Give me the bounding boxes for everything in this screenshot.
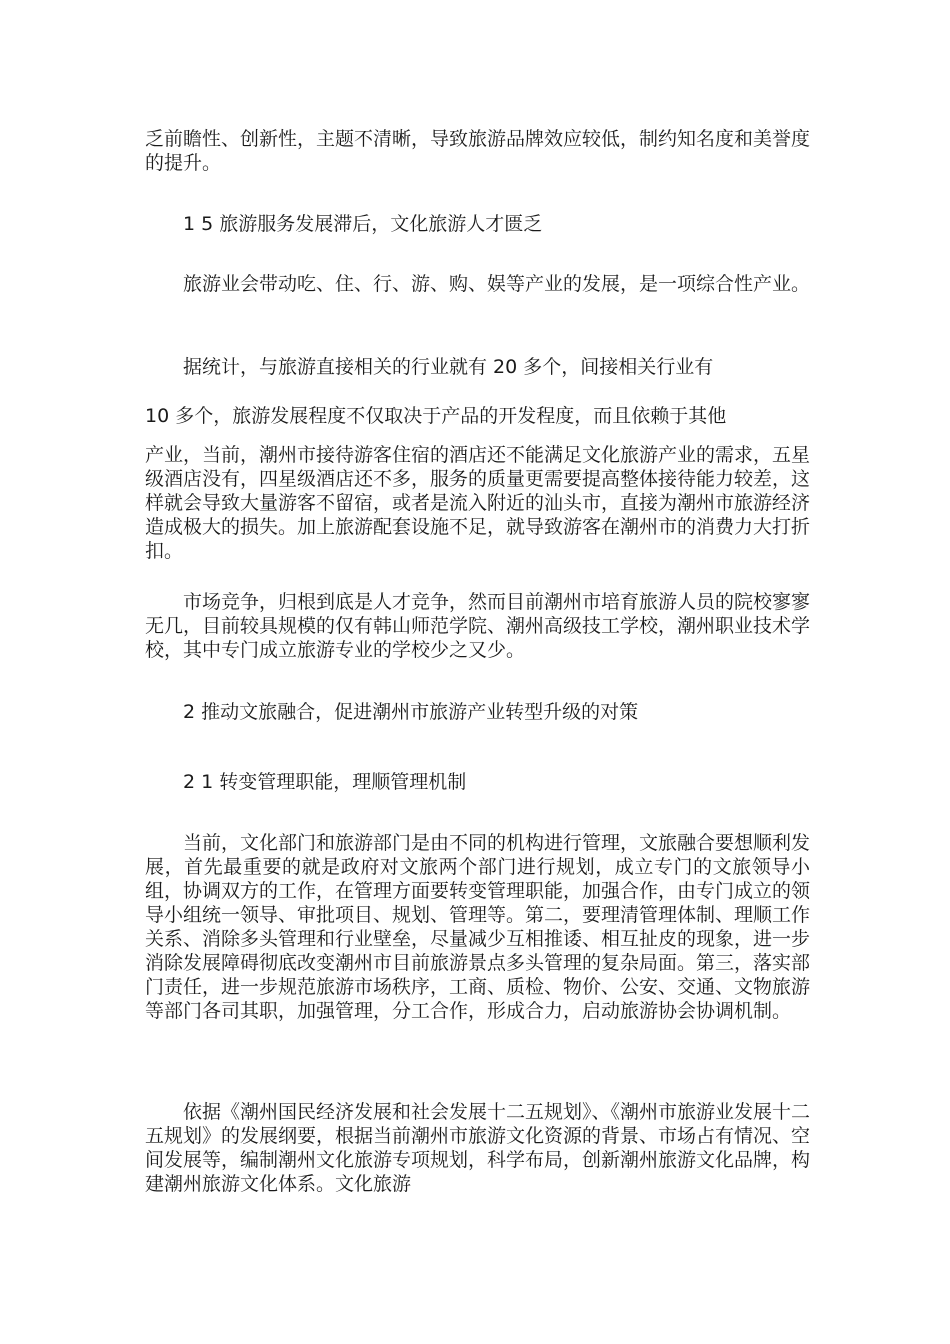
paragraph-management-reform: 当前，文化部门和旅游部门是由不同的机构进行管理，文旅融合要想顺利发展，首先最重要的就是政府对文旅两个部门进行规划，成立专门的文旅领导小组，协调双方的工作，在管理方面要转变管理职能，加强合作，由专门成立的领导小组统一领导、审批项目、规划、管理等。第二，要理清管理体制、理顺工作关系、消除多头管理和行业壁垒，尽量减少互相推诿、相互扯皮的现象，进一步消除发展障碍彻底改变潮州市目前旅游景点多头管理的复杂局面。第三，落实部门责任，进一步规范旅游市场秩序，工商、质检、物价、公安、交通、文物旅游等部门各司其职，加强管理，分工合作，形成合力，启动旅游协会协调机制。: [145, 832, 811, 1022]
paragraph-statistics-line-1: 据统计，与旅游直接相关的行业就有 20 多个，间接相关行业有: [183, 356, 714, 378]
paragraph-planning: 依据《潮州国民经济发展和社会发展十二五规划》、《潮州市旅游业发展十二五规划》的发展纲要，根据当前潮州市旅游文化资源的背景、市场占有情况、空间发展等，编制潮州文化旅游专项规划，科学布局，创新潮州旅游文化品牌，构建潮州旅游文化体系。文化旅游: [145, 1101, 811, 1195]
paragraph-talent-competition: 市场竞争，归根到底是人才竞争，然而目前潮州市培育旅游人员的院校寥寥无几，目前较具规模的仅有韩山师范学院、潮州高级技工学校，潮州职业技术学校，其中专门成立旅游专业的学校少之又少。: [145, 591, 811, 661]
paragraph-continuation: 乏前瞻性、创新性，主题不清晰，导致旅游品牌效应较低，制约知名度和美誉度的提升。: [145, 128, 811, 174]
section-heading-2-1: 2 1 转变管理职能，理顺管理机制: [183, 771, 467, 793]
paragraph-hotel-capacity: 产业，当前，潮州市接待游客住宿的酒店还不能满足文化旅游产业的需求，五星级酒店没有，四星级酒店还不多，服务的质量更需要提高整体接待能力较差，这样就会导致大量游客不留宿，或者是流入附近的汕头市，直接为潮州市旅游经济造成极大的损失。加上旅游配套设施不足，就导致游客在潮州市的消费力大打折扣。: [145, 444, 811, 562]
paragraph-statistics-line-2: 10 多个，旅游发展程度不仅取决于产品的开发程度，而且依赖于其他: [145, 405, 727, 427]
paragraph-tourism-industry: 旅游业会带动吃、住、行、游、购、娱等产业的发展，是一项综合性产业。: [183, 273, 811, 295]
section-heading-1-5: 1 5 旅游服务发展滞后，文化旅游人才匮乏: [183, 213, 543, 235]
section-heading-2: 2 推动文旅融合，促进潮州市旅游产业转型升级的对策: [183, 701, 639, 723]
